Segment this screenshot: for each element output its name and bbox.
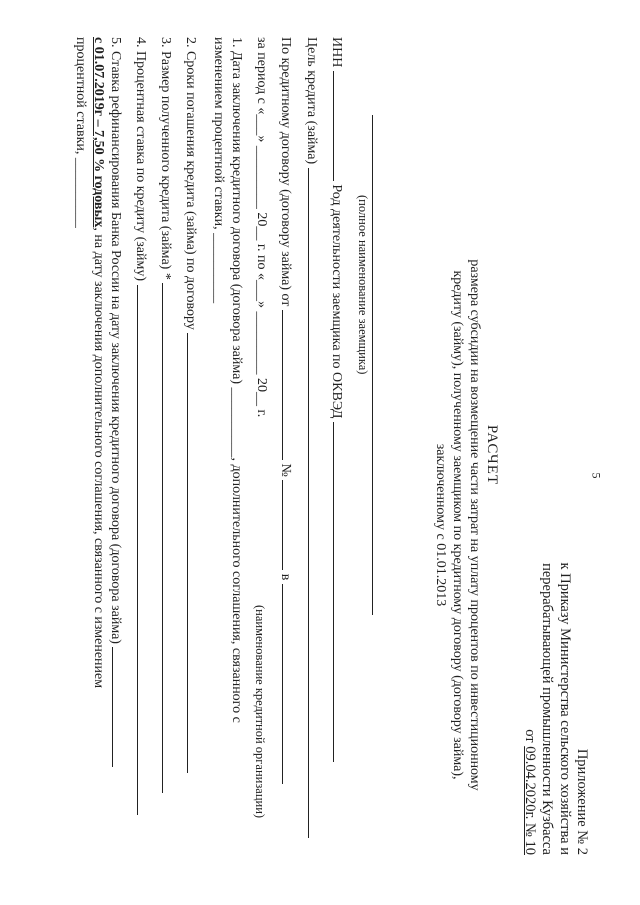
item-5-line-2-rest: , на дату заключения дополнительного соглашения, связанного с изменением xyxy=(91,227,106,689)
page-number: 5 xyxy=(589,472,604,479)
contract-date-field[interactable] xyxy=(282,310,295,460)
subtitle-line-2: кредиту (займу), полученному заемщиком по кредитному договору (договору займа), xyxy=(450,270,466,780)
purpose-label: Цель кредита (займа) xyxy=(304,37,319,165)
contract-prefix: По кредитному договору (договору займа) от xyxy=(278,37,293,307)
item-4-field[interactable] xyxy=(137,285,150,815)
appendix-line-4 xyxy=(520,562,537,855)
appendix-line-3: перерабатывающей промышленности Кузбасса xyxy=(539,563,556,855)
item-1-line-1: 1. Дата заключения кредитного договора (договора займа) __________, дополнительного соглашения, связанного с xyxy=(229,37,244,723)
item-4-row xyxy=(132,37,150,815)
bank-name-field[interactable] xyxy=(282,584,295,784)
item-2-row xyxy=(182,37,200,773)
contract-in-label: в xyxy=(278,573,293,581)
item-4-label: 4. Процентная ставка по кредиту (займу) xyxy=(133,37,148,281)
item-3-field[interactable] xyxy=(162,283,175,793)
refinancing-rate: с 01.07.2019г – 7,50 % годовых xyxy=(91,37,106,228)
bank-caption: (наименование кредитной организации) xyxy=(253,605,267,819)
purpose-field[interactable] xyxy=(308,168,321,838)
item-2-field[interactable] xyxy=(187,333,200,773)
item-5-line-1: 5. Ставка рефинансирования Банка России на дату заключения кредитного договора (договора займа) xyxy=(108,37,123,644)
subtitle-line-1: размера субсидии на возмещение части затрат на уплату процентов по инвестиционному xyxy=(467,259,482,791)
inn-field[interactable] xyxy=(333,71,346,181)
inn-label: ИНН xyxy=(329,37,344,68)
item-2-label: 2. Сроки погашения кредита (займа) по договору xyxy=(183,37,198,330)
period-text: за период с «___» _________ 20__ г. по «___» _________ 20__ г. xyxy=(254,37,269,418)
document-title: РАСЧЕТ xyxy=(484,424,500,486)
item-5-line-2 xyxy=(90,37,106,688)
document-subtitle xyxy=(432,205,482,845)
appendix-line-1: Приложение № 2 xyxy=(574,748,590,855)
item-3-row xyxy=(157,37,175,793)
okved-field[interactable] xyxy=(333,422,346,762)
item-5-line-3: процентной ставки, __________ xyxy=(73,37,88,228)
appendix-date: 09.04.2020г. № 10 xyxy=(521,746,538,855)
contract-number-label: № xyxy=(278,463,293,477)
contract-number-field[interactable] xyxy=(282,480,295,570)
item-5-row xyxy=(107,37,125,767)
contract-row xyxy=(277,37,295,784)
subtitle-line-3: заключенному с 01.01.2013 xyxy=(433,443,449,607)
item-3-label: 3. Размер полученного кредита (займа) * xyxy=(158,37,173,280)
purpose-row xyxy=(303,37,321,838)
okved-label: Род деятельности заемщика по ОКВЭД xyxy=(329,184,344,419)
item-1-line-2: изменением процентной ставки, __________ xyxy=(211,37,226,304)
document-sheet xyxy=(30,25,610,885)
borrower-name-line xyxy=(372,115,373,615)
appendix-header xyxy=(520,562,590,855)
item-5-field[interactable] xyxy=(112,647,125,767)
borrower-caption: (полное наименование заемщика) xyxy=(356,195,370,375)
inn-row xyxy=(328,37,346,762)
appendix-line-2: к Приказу Министерства сельского хозяйства и xyxy=(556,562,573,855)
period-row xyxy=(253,37,269,417)
appendix-date-prefix: от xyxy=(521,729,538,747)
